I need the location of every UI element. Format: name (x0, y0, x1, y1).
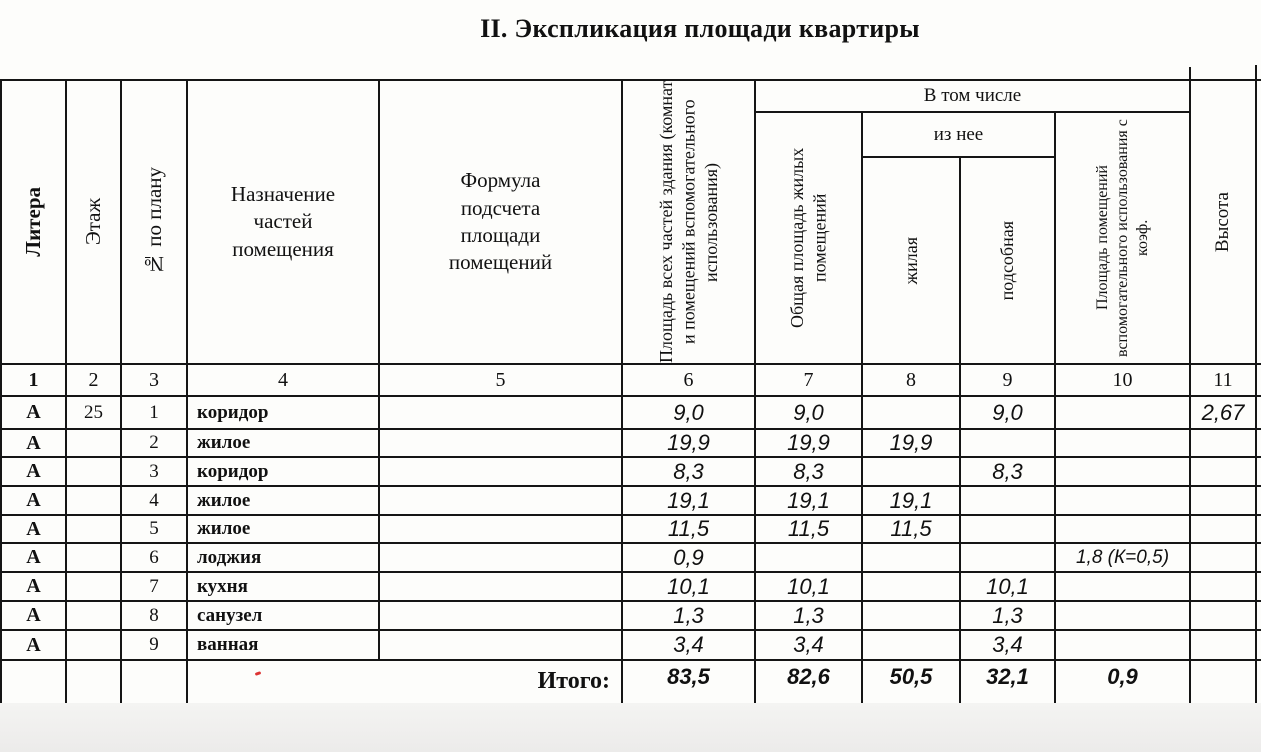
column-number: 10 (1112, 368, 1133, 391)
cell-plan-number: 5 (149, 518, 159, 539)
cell-total-area: 19,1 (667, 487, 710, 513)
cell-floor (66, 572, 121, 601)
cell-plan-number: 3 (149, 460, 159, 482)
totals-label: Итого: (537, 668, 610, 694)
cell-floor (66, 457, 121, 486)
cell-height (1190, 429, 1256, 457)
cell-living-total: 1,3 (793, 602, 824, 628)
cell-total-area: 8,3 (673, 458, 704, 484)
cell-litera: А (26, 517, 41, 540)
cell-aux-coef (1055, 457, 1190, 486)
cell-auxiliary (960, 543, 1055, 572)
cell-living (862, 543, 960, 572)
cell-formula (379, 630, 622, 660)
header-total-area: Площадь всех частей здания (комнат и помещений вспомогательного использования) (655, 80, 721, 364)
column-number: 8 (906, 368, 916, 391)
cell-floor (66, 486, 121, 515)
cell-aux-coef (1055, 429, 1190, 457)
cell-living: 11,5 (890, 516, 932, 541)
cell-living-total: 19,1 (787, 487, 830, 513)
cell-litera: А (26, 546, 41, 568)
cell-total-area: 0,9 (673, 544, 704, 570)
cell-total-area: 9,0 (673, 399, 704, 425)
cell-litera: А (26, 489, 41, 511)
aux-coef-sum: 0,9 (1107, 664, 1138, 689)
column-number: 11 (1213, 368, 1233, 391)
column-number: 4 (278, 368, 288, 391)
cell-plan-number: 8 (149, 604, 159, 626)
column-number: 9 (1002, 368, 1013, 391)
cell-total-area: 1,3 (673, 602, 704, 628)
auxiliary-sum: 32,1 (986, 664, 1029, 689)
cell-floor: 25 (84, 401, 103, 423)
cell-living-total: 9,0 (793, 399, 824, 425)
cell-total-area: 11,5 (667, 516, 710, 541)
total-area-sum: 83,5 (667, 664, 710, 689)
cell-living-total: 19,9 (787, 430, 830, 455)
cell-aux-coef (1055, 601, 1190, 630)
cell-litera: А (26, 633, 41, 656)
header-height: Высота (1212, 191, 1234, 253)
cell-aux-coef (1055, 572, 1190, 601)
cell-living: 19,9 (889, 430, 933, 455)
page-bottom-edge (0, 703, 1261, 752)
cell-auxiliary: 9,0 (992, 399, 1023, 425)
cell-litera: А (26, 460, 41, 482)
cell-height (1190, 457, 1256, 486)
cell-living (862, 457, 960, 486)
cell-height (1190, 572, 1256, 601)
cell-formula (379, 457, 622, 486)
cell-formula (379, 515, 622, 543)
cell-height (1190, 543, 1256, 572)
header-auxiliary: подсобная (997, 220, 1018, 301)
cell-total-area: 10,1 (667, 573, 710, 599)
header-including: В том числе (923, 85, 1022, 106)
cell-aux-coef: 1,8 (К=0,5) (1075, 546, 1170, 568)
column-number: 7 (803, 368, 814, 391)
header-living-total: Общая площадь жилых помещений (787, 147, 830, 329)
cell-room-name: ванная (197, 634, 259, 655)
cell-auxiliary (960, 429, 1055, 457)
header-litera: Литера (21, 187, 46, 257)
column-number: 3 (149, 368, 159, 391)
cell-formula (379, 543, 622, 572)
header-aux-coef: Площадь помещений вспомогательного использования с коэф. (1093, 119, 1151, 357)
cell-room-name: санузел (197, 604, 263, 626)
cell-total-area: 19,9 (667, 430, 710, 455)
cell-room-name: лоджия (197, 546, 262, 568)
header-floor: Этаж (81, 198, 106, 246)
cell-room-name: жилое (197, 518, 251, 539)
cell-plan-number: 6 (149, 546, 159, 568)
cell-litera: А (26, 401, 41, 423)
header-living: жилая (900, 236, 921, 285)
header-formula: Формула подсчета площади помещений (448, 168, 553, 275)
cell-living (862, 572, 960, 601)
cell-living (862, 396, 960, 429)
cell-living-total: 8,3 (793, 458, 824, 484)
cell-floor (66, 429, 121, 457)
cell-auxiliary: 8,3 (992, 458, 1023, 484)
cell-living: 19,1 (889, 487, 933, 513)
cell-aux-coef (1055, 396, 1190, 429)
page-title: II. Экспликация площади квартиры (480, 14, 920, 43)
cell-living-total: 10,1 (787, 573, 830, 599)
cell-living (862, 630, 960, 660)
header-purpose: Назначение частей помещения (230, 182, 336, 261)
cell-room-name: коридор (197, 460, 269, 482)
cell-auxiliary: 10,1 (986, 573, 1029, 599)
cell-plan-number: 9 (149, 634, 159, 655)
cell-litera: А (26, 431, 41, 454)
column-number: 6 (683, 368, 694, 391)
cell-plan-number: 4 (149, 489, 159, 511)
cell-room-name: коридор (197, 401, 269, 423)
cell-auxiliary (960, 486, 1055, 515)
cell-floor (66, 543, 121, 572)
cell-floor (66, 601, 121, 630)
cell-living (862, 601, 960, 630)
cell-total-area: 3,4 (673, 632, 704, 657)
cell-aux-coef (1055, 486, 1190, 515)
cell-formula (379, 572, 622, 601)
cell-height (1190, 515, 1256, 543)
living-sum: 50,5 (889, 664, 933, 689)
cell-living-total: 3,4 (793, 632, 824, 657)
cell-formula (379, 601, 622, 630)
cell-litera: А (26, 604, 41, 626)
cell-room-name: жилое (197, 489, 251, 511)
cell-living-total: 11,5 (787, 516, 830, 541)
cell-height (1190, 486, 1256, 515)
cell-aux-coef (1055, 630, 1190, 660)
column-number: 2 (88, 368, 99, 391)
cell-room-name: кухня (197, 575, 248, 597)
cell-floor (66, 630, 121, 660)
cell-plan-number: 1 (149, 401, 159, 423)
cell-formula (379, 429, 622, 457)
cell-floor (66, 515, 121, 543)
cell-height (1190, 601, 1256, 630)
cell-height: 2,67 (1201, 399, 1245, 425)
cell-auxiliary: 3,4 (992, 632, 1023, 657)
cell-height (1190, 630, 1256, 660)
cell-auxiliary: 1,3 (992, 602, 1023, 628)
cell-plan-number: 7 (149, 575, 159, 597)
cell-living-total (755, 543, 862, 572)
header-of-which: из нее (933, 123, 984, 145)
column-number: 5 (495, 368, 506, 391)
column-number: 1 (28, 368, 39, 391)
cell-formula (379, 486, 622, 515)
cell-litera: А (26, 575, 41, 597)
cell-auxiliary (960, 515, 1055, 543)
living-total-sum: 82,6 (787, 664, 830, 689)
cell-room-name: жилое (197, 432, 251, 453)
cell-aux-coef (1055, 515, 1190, 543)
header-plan-number: № по плану (141, 167, 166, 277)
cell-formula (379, 396, 622, 429)
cell-plan-number: 2 (149, 432, 159, 453)
